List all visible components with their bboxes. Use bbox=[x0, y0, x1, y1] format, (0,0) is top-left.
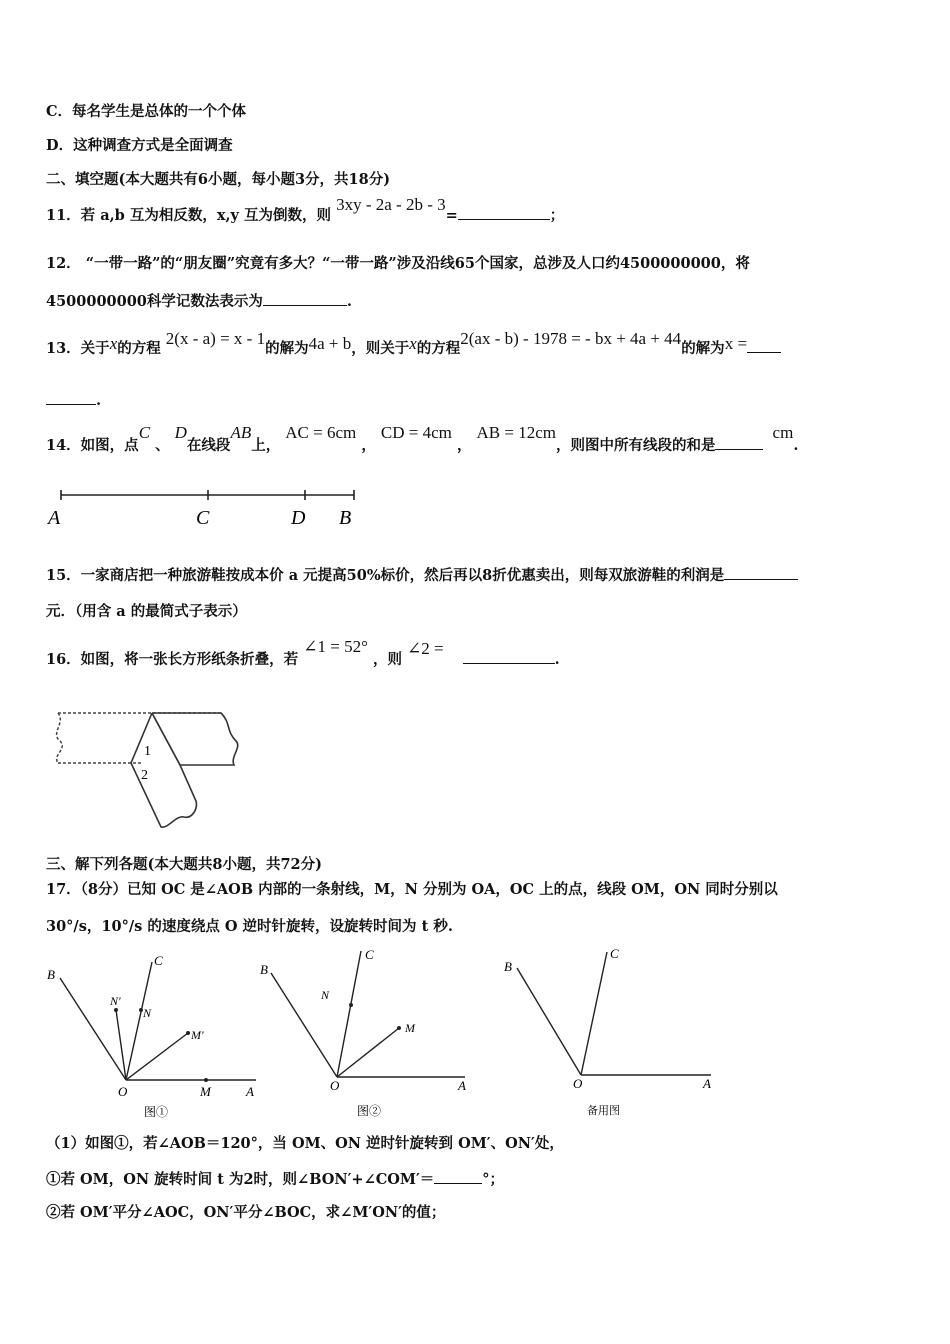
q16-t1: 16．如图，将一张长方形纸条折叠，若 bbox=[46, 651, 299, 668]
f3-label-a: A bbox=[703, 1076, 711, 1091]
q17-sub-1a-end: °； bbox=[482, 1171, 505, 1188]
point-n bbox=[349, 1003, 353, 1007]
q14-end: . bbox=[793, 437, 799, 454]
q14-comma-2: ， bbox=[456, 437, 472, 454]
q17-sub-1: （1）如图①，若∠AOB＝120°，当 OM、ON 逆时针旋转到 OM′、ON′处， bbox=[46, 1135, 564, 1152]
q16-angle-1: ∠1 = 52° bbox=[303, 637, 368, 656]
f1-label-n-prime: N' bbox=[110, 994, 121, 1008]
f2-label-b: B bbox=[260, 962, 268, 977]
q15-text: 15．一家商店把一种旅游鞋按成本价 a 元提高50%标价，然后再以8折优惠卖出，则每双旅游鞋的利润是 bbox=[46, 567, 725, 584]
question-12-line1: 12． “一带一路”的“朋友圈”究竟有多大？“一带一路”涉及沿线65个国家，总涉及人口约4500000000，将 bbox=[46, 255, 750, 272]
q14-answer-blank[interactable] bbox=[715, 435, 763, 450]
q17-sub-1a bbox=[46, 1169, 504, 1190]
question-17-line2: 30°/s，10°/s 的速度绕点 O 逆时针旋转，设旋转时间为 t 秒. bbox=[46, 918, 453, 935]
fold-line bbox=[152, 713, 180, 765]
q13-end: . bbox=[96, 392, 102, 409]
question-15-line1 bbox=[46, 565, 798, 586]
angle-label-2: 2 bbox=[141, 768, 148, 783]
q12-text: 4500000000科学记数法表示为 bbox=[46, 293, 263, 310]
ray-oc bbox=[337, 951, 361, 1077]
option-c: C．每名学生是总体的一个个体 bbox=[46, 103, 247, 120]
q17-figure-2 bbox=[255, 945, 485, 1125]
f1-label-n: N bbox=[143, 1006, 152, 1020]
q14-point-d: D bbox=[174, 423, 187, 442]
question-13 bbox=[46, 329, 781, 359]
q13-t3: 的解为 bbox=[265, 340, 309, 357]
q16-answer-blank[interactable] bbox=[463, 649, 555, 664]
q14-sep: 、 bbox=[155, 437, 170, 454]
f3-label-o: O bbox=[573, 1076, 583, 1091]
ray-on-prime bbox=[116, 1010, 126, 1080]
q14-t1: 14．如图，点 bbox=[46, 437, 139, 454]
q13-equation-1: 2(x - a) = x - 1 bbox=[165, 329, 266, 348]
q14-segment-figure bbox=[46, 482, 376, 532]
q14-segment-ab: AB bbox=[230, 423, 252, 442]
f2-label-o: O bbox=[330, 1078, 340, 1093]
q17-sub-1b: ②若 OM′平分∠AOC，ON′平分∠BOC，求∠M′ON′的值； bbox=[46, 1204, 446, 1221]
question-15-line2: 元．（用含 a 的最简式子表示） bbox=[46, 603, 247, 620]
strip-right-part bbox=[152, 713, 238, 765]
f3-label-b: B bbox=[504, 959, 512, 974]
q16-t2: ，则 bbox=[372, 651, 402, 668]
strip-left-edge bbox=[57, 713, 63, 763]
f2-label-a: A bbox=[458, 1078, 466, 1093]
q14-unit: cm bbox=[772, 423, 794, 442]
q13-t6: 的解为 bbox=[681, 340, 725, 357]
f1-label-c: C bbox=[154, 953, 163, 968]
section-2-title: 二、填空题(本大题共有6小题，每小题3分，共18分) bbox=[46, 171, 391, 188]
label-c: C bbox=[196, 507, 210, 529]
q16-fold-figure bbox=[46, 705, 246, 835]
q13-solution: 4a + b bbox=[308, 334, 352, 353]
q17-figure-1 bbox=[40, 950, 270, 1125]
angle-label-1: 1 bbox=[144, 744, 151, 759]
q14-ac: AC = 6cm bbox=[285, 423, 357, 442]
f1-label-o: O bbox=[118, 1084, 128, 1099]
q11-prefix: 11．若 a,b 互为相反数，x,y 互为倒数，则 bbox=[46, 207, 332, 224]
f2-label-m: M bbox=[405, 1021, 415, 1035]
question-14 bbox=[46, 423, 799, 456]
ray-oc bbox=[126, 962, 152, 1080]
question-13-line2 bbox=[46, 390, 101, 411]
q14-t2: 在线段 bbox=[186, 437, 231, 454]
q14-t3: 上， bbox=[251, 437, 281, 454]
question-17-line1: 17．（8分）已知 OC 是∠AOB 内部的一条射线，M，N 分别为 OA，OC 上的点，线段 OM，ON 同时分别以 bbox=[46, 881, 778, 898]
q13-x1: x bbox=[109, 334, 118, 353]
q13-t1: 13．关于 bbox=[46, 340, 110, 357]
q14-ab-value: AB = 12cm bbox=[476, 423, 556, 442]
question-11 bbox=[46, 195, 565, 226]
q11-end: ； bbox=[549, 207, 565, 224]
f3-label-c: C bbox=[610, 946, 619, 961]
point-m bbox=[397, 1026, 401, 1030]
point-n-prime bbox=[114, 1008, 118, 1012]
f1-caption: 图① bbox=[144, 1105, 169, 1119]
q13-answer-blank-b[interactable] bbox=[46, 390, 96, 405]
q14-comma-1: ， bbox=[361, 437, 376, 454]
q12-end: . bbox=[346, 293, 352, 310]
q17-sub-1a-blank[interactable] bbox=[434, 1169, 482, 1184]
f2-caption: 图② bbox=[357, 1104, 382, 1118]
q16-end: . bbox=[554, 651, 560, 668]
q17-figure-3 bbox=[495, 940, 725, 1125]
question-12-line2 bbox=[46, 291, 352, 312]
q13-x2: x bbox=[409, 334, 417, 353]
q13-x-equals: x = bbox=[724, 334, 748, 353]
point-m-prime bbox=[186, 1031, 190, 1035]
ray-oc bbox=[581, 952, 607, 1075]
q14-t4: ，则图中所有线段的和是 bbox=[555, 437, 716, 454]
q13-equation-2: 2(ax - b) - 1978 = - bx + 4a + 44 bbox=[460, 329, 682, 348]
point-m bbox=[204, 1078, 208, 1082]
q13-t5: 的方程 bbox=[416, 340, 461, 357]
f3-caption: 备用图 bbox=[587, 1105, 620, 1117]
option-d: D．这种调查方式是全面调查 bbox=[46, 137, 233, 154]
f1-label-m-prime: M' bbox=[191, 1028, 204, 1042]
q13-t2: 的方程 bbox=[117, 340, 161, 357]
f2-label-c: C bbox=[365, 947, 374, 962]
q11-equals: = bbox=[445, 207, 458, 224]
label-d: D bbox=[291, 507, 306, 529]
q13-answer-blank-a[interactable] bbox=[747, 338, 781, 353]
q17-sub-1a-text: ①若 OM，ON 旋转时间 t 为2时，则∠BON′+∠COM′＝ bbox=[46, 1171, 435, 1188]
label-a: A bbox=[48, 507, 61, 529]
q11-answer-blank[interactable] bbox=[458, 205, 550, 220]
q13-t4: ，则关于 bbox=[351, 340, 410, 357]
q14-cd: CD = 4cm bbox=[380, 423, 452, 442]
f2-label-n: N bbox=[321, 988, 330, 1002]
f1-label-b: B bbox=[47, 967, 55, 982]
q15-answer-blank[interactable] bbox=[724, 565, 798, 580]
q11-expression: 3xy - 2a - 2b - 3 bbox=[336, 195, 446, 214]
f1-label-a: A bbox=[246, 1084, 254, 1099]
q16-angle-2: ∠2 = bbox=[407, 639, 444, 658]
q14-point-c: C bbox=[138, 423, 151, 442]
section-3-title: 三、解下列各题(本大题共8小题，共72分) bbox=[46, 856, 322, 873]
ray-om bbox=[337, 1028, 399, 1077]
label-b: B bbox=[339, 507, 352, 529]
ray-ob bbox=[517, 968, 581, 1075]
q12-answer-blank[interactable] bbox=[263, 291, 347, 306]
f1-label-m: M bbox=[200, 1084, 211, 1099]
question-16 bbox=[46, 637, 560, 670]
